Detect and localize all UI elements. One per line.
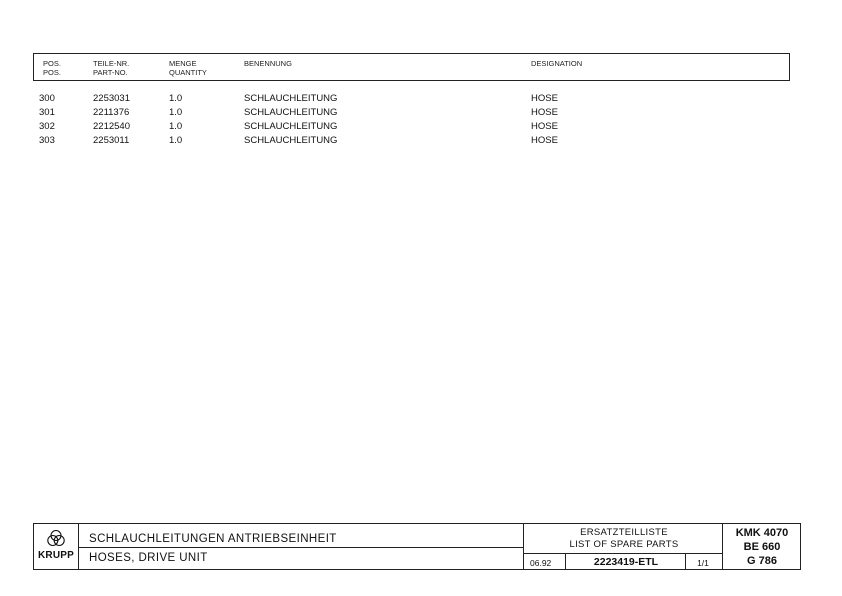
row-quantity: 1.0 — [169, 121, 183, 132]
row-quantity: 1.0 — [169, 135, 183, 146]
title-block — [33, 523, 801, 570]
row-pos: 301 — [39, 107, 55, 118]
row-benennung: SCHLAUCHLEITUNG — [244, 107, 338, 118]
header-designation: DESIGNATION — [531, 59, 583, 68]
sheet-number: 1/1 — [697, 558, 709, 568]
row-benennung: SCHLAUCHLEITUNG — [244, 135, 338, 146]
header-part-no: TEILE-NR. PART-NO. — [93, 59, 130, 77]
krupp-rings-icon — [46, 529, 66, 547]
row-quantity: 1.0 — [169, 93, 183, 104]
doc-number: 2223419-ETL — [593, 556, 659, 568]
header-quantity: MENGE QUANTITY — [169, 59, 207, 77]
model-number: G 786 — [747, 555, 777, 567]
model-number: BE 660 — [743, 541, 781, 553]
row-pos: 303 — [39, 135, 55, 146]
row-part-no: 2253031 — [93, 93, 130, 104]
row-part-no: 2212540 — [93, 121, 130, 132]
row-quantity: 1.0 — [169, 107, 183, 118]
model-number: KMK 4070 — [735, 527, 789, 539]
table-row — [0, 93, 842, 107]
table-row — [0, 121, 842, 135]
row-designation: HOSE — [531, 121, 558, 132]
row-designation: HOSE — [531, 135, 558, 146]
row-designation: HOSE — [531, 107, 558, 118]
title-german: SCHLAUCHLEITUNGEN ANTRIEBSEINHEIT — [89, 533, 337, 545]
row-benennung: SCHLAUCHLEITUNG — [244, 121, 338, 132]
table-row — [0, 135, 842, 149]
row-part-no: 2253011 — [93, 135, 130, 146]
table-header — [33, 53, 790, 81]
doc-type-english: LIST OF SPARE PARTS — [569, 539, 679, 550]
row-benennung: SCHLAUCHLEITUNG — [244, 93, 338, 104]
row-pos: 300 — [39, 93, 55, 104]
row-part-no: 2211376 — [93, 107, 130, 118]
table-row — [0, 107, 842, 121]
header-benennung: BENENNUNG — [244, 59, 292, 68]
parts-list — [0, 93, 842, 149]
row-pos: 302 — [39, 121, 55, 132]
row-designation: HOSE — [531, 93, 558, 104]
doc-date: 06.92 — [530, 558, 552, 568]
header-pos: POS. POS. — [43, 59, 61, 77]
brand-logo — [34, 524, 78, 569]
brand-name: KRUPP — [37, 550, 74, 561]
title-english: HOSES, DRIVE UNIT — [89, 552, 208, 564]
doc-type-german: ERSATZTEILLISTE — [580, 527, 668, 538]
